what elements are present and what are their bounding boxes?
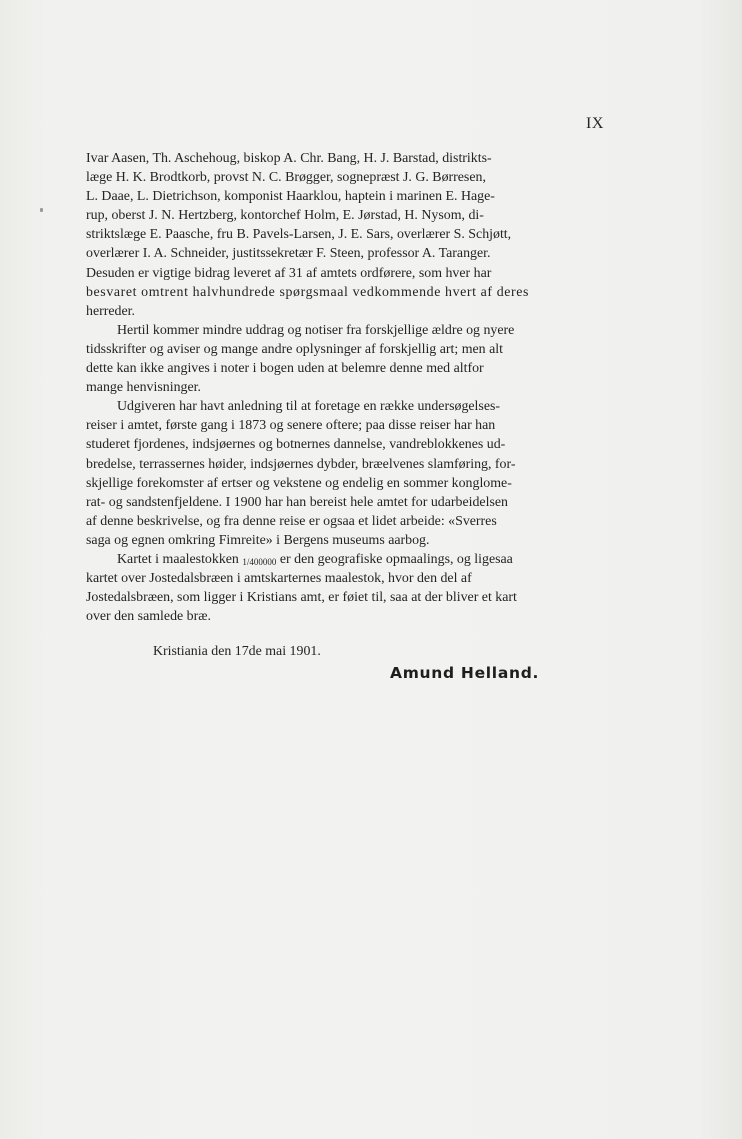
scale-fraction: 1/400000 <box>242 556 277 567</box>
text-fragment: Kartet i maalestokken <box>117 551 239 567</box>
text-fragment: er den geografiske opmaalings, og ligesaa <box>279 551 513 567</box>
paper-speck <box>40 208 43 212</box>
text-line: kartet over Jostedalsbræen i amtskarternes maalestok, hvor den del af <box>86 571 472 587</box>
text-line: Desuden er vigtige bidrag leveret af 31 af amtets ordførere, som hver har <box>86 265 492 281</box>
text-line: overlærer I. A. Schneider, justitssekretær F. Steen, professor A. Taranger. <box>86 246 491 262</box>
text-line: L. Daae, L. Dietrichson, komponist Haarklou, haptein i marinen E. Hage- <box>86 189 495 205</box>
place-date: Kristiania den 17de mai 1901. <box>153 644 321 660</box>
text-line: bredelse, terrassernes høider, indsjøernes dybder, bræelvenes slamføring, for- <box>86 456 516 472</box>
text-line: dette kan ikke angives i noter i bogen uden at belemre denne med altfor <box>86 361 484 377</box>
text-line: besvaret omtrent halvhundrede spørgsmaal vedkommende hvert af deres <box>86 284 530 300</box>
paragraph-first-line <box>86 550 606 569</box>
text-line: reiser i amtet, første gang i 1873 og senere oftere; paa disse reiser har han <box>86 418 496 434</box>
text-line: over den samlede bræ. <box>86 609 211 625</box>
text-line: Ivar Aasen, Th. Aschehoug, biskop A. Chr. Bang, H. J. Barstad, distrikts- <box>86 151 492 166</box>
paragraph-first-line: Udgiveren har havt anledning til at foretage en række undersøgelses- <box>117 399 501 415</box>
text-line: af denne beskrivelse, og fra denne reise er ogsaa et lidet arbeide: «Sverres <box>86 513 497 529</box>
page-number: IX <box>586 115 604 132</box>
signature: Amund Helland. <box>390 664 540 682</box>
text-line: mange henvisninger. <box>86 380 201 396</box>
text-line: læge H. K. Brodtkorb, provst N. C. Brøgger, sognepræst J. G. Børresen, <box>86 170 486 186</box>
text-line: Jostedalsbræen, som ligger i Kristians amt, er føiet til, saa at der bliver et kart <box>86 590 517 606</box>
text-line: tidsskrifter og aviser og mange andre oplysninger af forskjellig art; men alt <box>86 341 503 357</box>
body-text <box>86 149 606 661</box>
text-line: rat- og sandstenfjeldene. I 1900 har han bereist hele amtet for udarbeidelsen <box>86 494 508 510</box>
text-line: herreder. <box>86 303 135 319</box>
paragraph-first-line: Hertil kommer mindre uddrag og notiser fra forskjellige ældre og nyere <box>117 322 515 338</box>
text-line: striktslæge E. Paasche, fru B. Pavels-Larsen, J. E. Sars, overlærer S. Schjøtt, <box>86 227 512 243</box>
text-line: studeret fjordenes, indsjøernes og botnernes dannelse, vandreblokkenes ud- <box>86 437 506 453</box>
text-line: rup, oberst J. N. Hertzberg, kontorchef Holm, E. Jørstad, H. Nysom, di- <box>86 208 484 224</box>
text-line: skjellige forekomster af ertser og vekstene og endelig en sommer konglome- <box>86 475 512 491</box>
text-line: saga og egnen omkring Fimreite» i Bergens museums aarbog. <box>86 532 430 548</box>
